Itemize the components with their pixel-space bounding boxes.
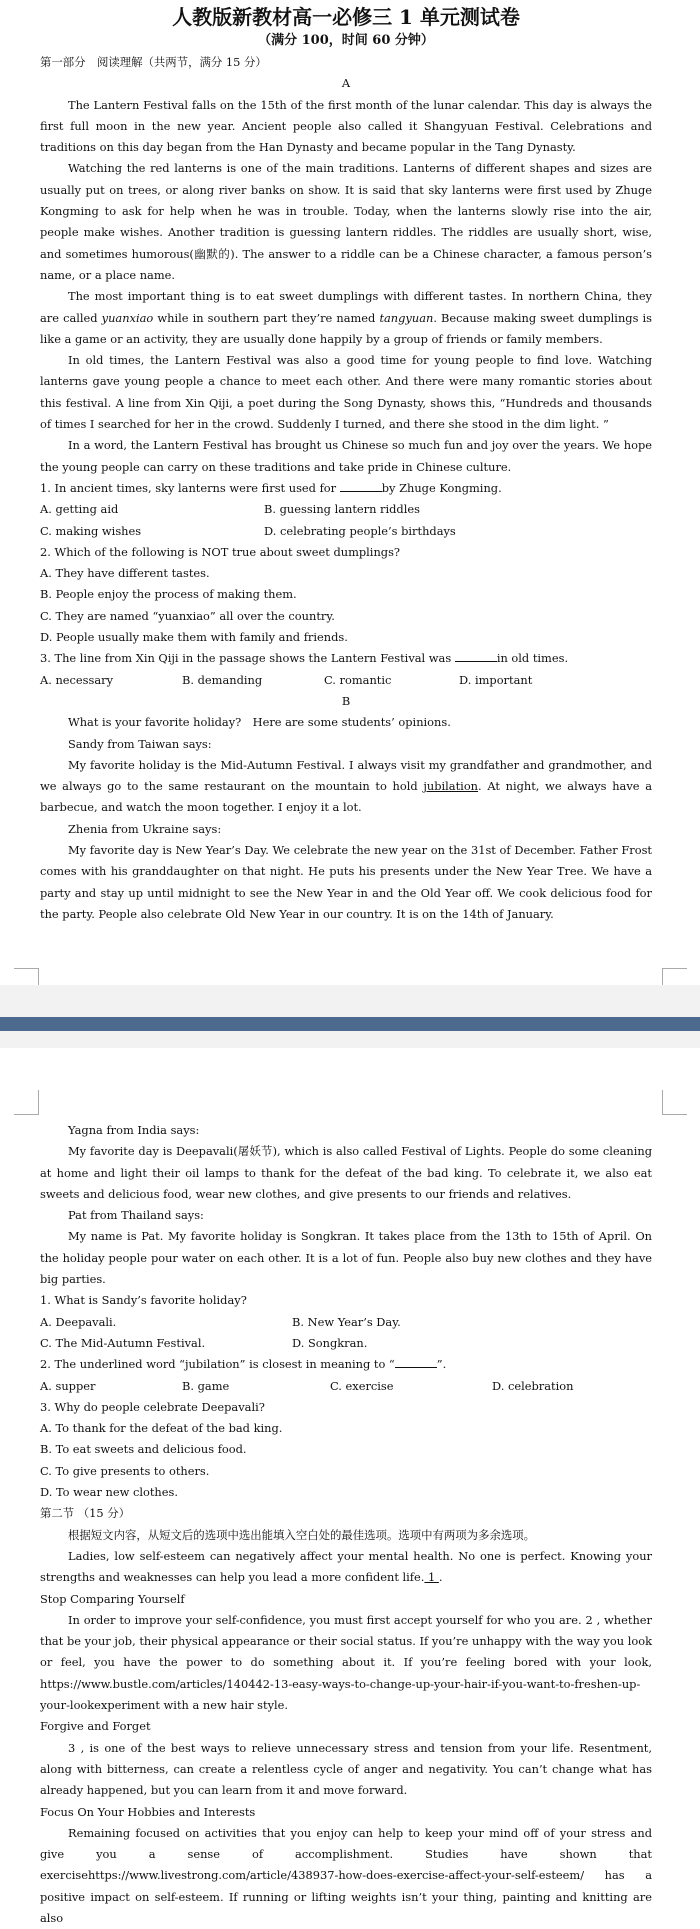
speaker-zhenia: Zhenia from Ukraine says: [68,821,222,836]
option: A. Deepavali. [40,1314,117,1329]
subheading-stop-comparing: Stop Comparing Yourself [40,1591,185,1606]
option: B. demanding [182,672,263,687]
a-question-1: 1. In ancient times, sky lanterns were first used for by Zhuge Kongming. [40,480,502,495]
option: D. celebrating people’s birthdays [264,523,456,538]
speaker-sandy: Sandy from Taiwan says: [68,736,212,751]
page-1-content [40,4,652,925]
sandy-text: My favorite holiday is the Mid-Autumn Festival. I always visit my grandfather and grandmother, and we always go to the same restaurant on the mountain to hold jubilation. At night, we always have a barbecue, and watch the moon together. I enjoy it a lot. [40,757,652,815]
a-q3-options-row [40,670,652,691]
a-question-3: 3. The line from Xin Qiji in the passage shows the Lantern Festival was in old times. [40,651,569,666]
option: A. To thank for the defeat of the bad king. [40,1421,283,1436]
option: D. People usually make them with family and friends. [40,630,348,645]
page-corner-mark [662,1090,687,1115]
option: C. making wishes [40,523,142,538]
option: C. To give presents to others. [40,1463,210,1478]
option: A. getting aid [40,502,119,517]
b-q2-options-row [40,1376,652,1397]
b-question-1: 1. What is Sandy’s favorite holiday? [40,1293,247,1308]
doc-title: 人教版新教材高一必修三 1 单元测试卷 [172,5,520,29]
answer-blank [455,649,497,662]
option: C. exercise [330,1378,394,1393]
option: B. guessing lantern riddles [264,502,420,517]
underlined-word: jubilation [423,779,479,794]
passage-a-label: A [341,76,351,91]
doc-subtitle: （满分 100，时间 60 分钟） [258,33,434,48]
option: C. They are named “yuanxiao” all over the country. [40,608,335,623]
answer-blank [340,479,382,492]
passage-a-paragraph-2: Watching the red lanterns is one of the main traditions. Lanterns of different shapes and sizes are usually put on trees, or along river banks on show. It is said that sky lanterns were first used by Zhuge Kongming to ask for help when he was in trouble. Today, when the lanterns slowly rise into the air, people make wishes. Another tradition is guessing lantern riddles. The riddles are usually short, wise, and sometimes humorous(幽默的). The answer to a riddle can be a Chinese character, a famous person’s name, or a place name. [40,161,652,282]
s2-paragraph-3: 3 , is one of the best ways to relieve unnecessary stress and tension from your life. Resentment, along with bitterness, can create a relentless cycle of anger and negativity. You can’t change what has already happened, but you can learn from it and move forward. [40,1740,652,1798]
option: B. People enjoy the process of making them. [40,587,297,602]
page-2-content [40,1120,652,1929]
b-question-3: 3. Why do people celebrate Deepavali? [40,1399,265,1414]
section-2-heading: 第二节 （15 分） [40,1506,131,1521]
subheading-forgive: Forgive and Forget [40,1719,151,1734]
answer-blank [395,1355,437,1368]
option: D. To wear new clothes. [40,1485,178,1500]
option: B. game [182,1378,230,1393]
page-corner-mark [14,1090,39,1115]
option: D. important [459,672,533,687]
yagna-text: My favorite day is Deepavali(屠妖节), which is also called Festival of Lights. People do some cleaning at home and light their oil lamps to thank for the defeat of the bad king. To celebrate it, we also eat sweets and delicious food, wear new clothes, and give presents to our friends and relatives. [40,1144,652,1201]
s2-paragraph-1: Ladies, low self-esteem can negatively affect your mental health. No one is perfect. Knowing your strengths and weaknesses can help you lead a more confident life. 1 . [40,1548,652,1585]
a-q1-options-row-1 [40,499,652,520]
option: A. necessary [40,672,114,687]
b-question-2: 2. The underlined word “jubilation” is closest in meaning to “ ”. [40,1357,447,1372]
speaker-pat: Pat from Thailand says: [68,1208,204,1223]
option: D. Songkran. [292,1335,368,1350]
passage-a-paragraph-5: In a word, the Lantern Festival has brought us Chinese so much fun and joy over the years. We hope the young people can carry on these traditions and take pride in Chinese culture. [40,438,652,474]
blank-number: 1 [424,1570,439,1585]
speaker-yagna: Yagna from India says: [68,1123,200,1137]
a-q1-options-row-2 [40,521,652,542]
option: A. supper [40,1378,96,1393]
option: C. romantic [324,672,392,687]
option: B. To eat sweets and delicious food. [40,1442,247,1457]
pat-text: My name is Pat. My favorite holiday is Songkran. It takes place from the 13th to 15th of April. On the holiday people pour water on each other. It is a lot of fun. People also buy new clothes and they have big parties. [40,1229,652,1287]
a-question-2: 2. Which of the following is NOT true about sweet dumplings? [40,544,401,559]
document-page-2 [0,1048,700,1925]
part1-heading: 第一部分 阅读理解（共两节，满分 15 分） [40,55,267,69]
page-separator [0,985,700,1048]
section-2-instructions: 根据短文内容，从短文后的选项中选出能填入空白处的最佳选项。选项中有两项为多余选项。 [68,1527,536,1542]
b-q1-options-row-1 [40,1312,652,1333]
option: D. celebration [492,1378,574,1393]
passage-b-intro: What is your favorite holiday? Here are some students’ opinions. [68,715,451,730]
passage-a-paragraph-4: In old times, the Lantern Festival was also a good time for young people to find love. Watching lanterns gave young people a chance to meet each other. And there were many romantic stories about this festival. A line from Xin Qiji, a poet during the Song Dynasty, shows this, “Hundreds and thousands of times I searched for her in the crowd. Suddenly I turned, and there she stood in the dim light. ” [40,353,652,432]
option: C. The Mid-Autumn Festival. [40,1335,206,1350]
passage-a-paragraph-1: The Lantern Festival falls on the 15th of the first month of the lunar calendar. This day is always the first full moon in the new year. Ancient people also called it Shangyuan Festival. Celebrations and traditions on this day began from the Han Dynasty and became popular in the Tang Dynasty. [40,97,652,155]
passage-a-paragraph-3: The most important thing is to eat sweet dumplings with different tastes. In northern China, they are called yuanxiao while in southern part they’re named tangyuan. Because making sweet dumplings is like a game or an activity, they are usually done happily by a group of friends or family members. [40,289,652,346]
passage-b-label: B [341,693,351,708]
s2-paragraph-4: Remaining focused on activities that you enjoy can help to keep your mind off of your stress and give you a sense of accomplishment. Studies have shown that exercisehttps://www.livestrong.com/article/438937-how-does-exercise-affect-your-self-esteem/ has a positive impact on self-esteem. If running or lifting weights isn’t your thing, painting and knitting are also [40,1825,652,1925]
zhenia-text: My favorite day is New Year’s Day. We celebrate the new year on the 31st of December. Father Frost comes with his granddaughter on that night. He puts his presents under the New Year Tree. We have a party and stay up until midnight to see the New Year in and the Old Year off. We cook delicious food for the party. People also celebrate Old New Year in our country. It is on the 14th of January. [40,842,652,921]
subheading-focus: Focus On Your Hobbies and Interests [40,1804,256,1819]
s2-paragraph-2: In order to improve your self-confidence, you must first accept yourself for who you are. 2 , whether that be your job, their physical appearance or their social status. If you’re unhappy with the way you look or feel, you have the power to do something about it. If you’re feeling bored with your look, https://www.bustle.com/articles/140442-13-easy-ways-to-change-up-your-hair-if-you-want-to-freshen-up-your-lookexperiment with a new hair style. [40,1612,652,1713]
b-q1-options-row-2 [40,1333,652,1354]
option: A. They have different tastes. [40,566,210,581]
option: B. New Year’s Day. [292,1314,401,1329]
